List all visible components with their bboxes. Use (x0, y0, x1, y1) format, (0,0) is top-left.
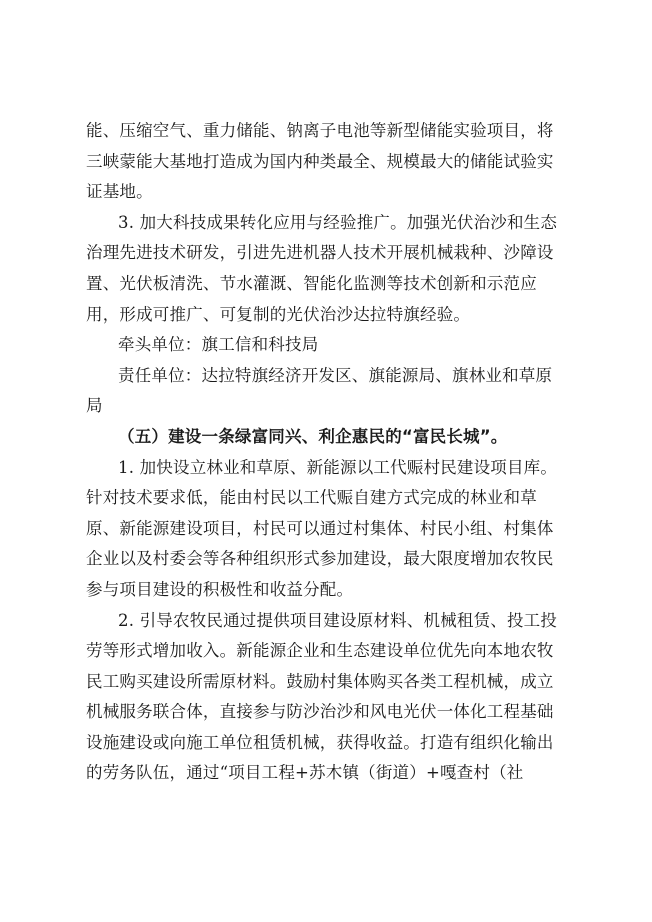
body-line: 三峡蒙能大基地打造成为国内种类最全、规模最大的储能试验实 (86, 151, 554, 171)
body-line: 证基地。 (86, 182, 153, 202)
body-line: 原、新能源建设项目，村民可以通过村集体、村民小组、村集体 (86, 518, 554, 538)
body-line: 用，形成可推广、可复制的光伏治沙达拉特旗经验。 (86, 304, 471, 324)
body-line: 3. 加大科技成果转化应用与经验推广。加强光伏治沙和生态 (118, 212, 558, 232)
responsible-unit-line: 责任单位：达拉特旗经济开发区、旗能源局、旗林业和草原 (118, 365, 553, 385)
body-line: 2. 引导农牧民通过提供项目建设原材料、机械租赁、投工投 (118, 610, 558, 630)
body-line: 置、光伏板清洗、节水灌溉、智能化监测等技术创新和示范应 (86, 273, 537, 293)
body-line: 企业以及村委会等各种组织形式参加建设，最大限度增加农牧民 (86, 549, 554, 569)
body-line: 针对技术要求低，能由村民以工代赈自建方式完成的林业和草 (86, 488, 537, 508)
body-line: 治理先进技术研发，引进先进机器人技术开展机械栽种、沙障设 (86, 243, 554, 263)
body-line: 1. 加快设立林业和草原、新能源以工代赈村民建设项目库。 (118, 457, 558, 477)
body-line: 设施建设或向施工单位租赁机械，获得收益。打造有组织化输出 (86, 732, 554, 752)
body-line: 能、压缩空气、重力储能、钠离子电池等新型储能实验项目，将 (86, 121, 554, 140)
body-line: 劳等形式增加收入。新能源企业和生态建设单位优先向本地农牧 (86, 641, 554, 661)
body-line: 机械服务联合体，直接参与防沙治沙和风电光伏一体化工程基础 (86, 702, 554, 722)
section-heading: （五）建设一条绿富同兴、利企惠民的“富民长城”。 (118, 426, 508, 446)
body-line: 民工购买建设所需原材料。鼓励村集体购买各类工程机械，成立 (86, 671, 554, 691)
body-line: 的劳务队伍，通过“项目工程+苏木镇（街道）+嘎查村（社 (86, 763, 524, 783)
body-line: 参与项目建设的积极性和收益分配。 (86, 579, 354, 599)
document-body (86, 116, 576, 789)
lead-unit-line: 牵头单位：旗工信和科技局 (118, 335, 319, 355)
body-line: 局 (86, 396, 103, 416)
